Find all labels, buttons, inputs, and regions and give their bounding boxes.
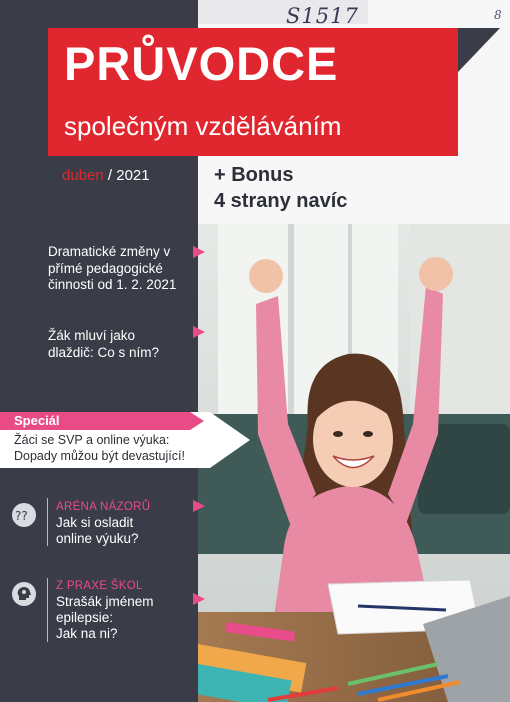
section-arena-line-1: Jak si osladit bbox=[56, 515, 134, 530]
pink-arrow-marker bbox=[193, 326, 205, 338]
magazine-subtitle: společným vzděláváním bbox=[64, 111, 342, 141]
special-banner-header-tip bbox=[190, 412, 204, 430]
special-text bbox=[14, 432, 214, 464]
issue-year: 2021 bbox=[116, 167, 150, 184]
article-teaser-1: Dramatické změny v přímé pedagogické činnosti od 1. 2. 2021 bbox=[48, 244, 177, 292]
special-line-2: Dopady můžou být devastující! bbox=[14, 449, 185, 463]
special-label: Speciál bbox=[14, 413, 60, 428]
special-banner-tip bbox=[210, 412, 250, 468]
article-teaser-2: Žák mluví jako dlaždič: Co s ním? bbox=[48, 328, 160, 360]
magazine-title: PRŮVODCE bbox=[64, 37, 339, 90]
bonus-line-2: 4 strany navíc bbox=[214, 190, 348, 212]
section-divider bbox=[47, 578, 48, 642]
section-teaser-arena bbox=[56, 515, 139, 547]
pink-arrow-marker bbox=[193, 500, 205, 512]
head-gear-icon bbox=[12, 582, 36, 606]
bonus-callout bbox=[214, 162, 347, 214]
section-tag-arena: ARÉNA NÁZORŮ bbox=[56, 501, 151, 513]
section-teaser-praxe bbox=[56, 594, 154, 642]
pink-arrow-marker bbox=[193, 246, 205, 258]
title-flag bbox=[458, 28, 500, 72]
issue-separator: / bbox=[107, 167, 113, 184]
pink-arrow-marker bbox=[193, 593, 205, 605]
special-line-1: Žáci se SVP a online výuka: bbox=[14, 433, 170, 447]
section-arena-line-2: online výuku? bbox=[56, 531, 139, 546]
section-praxe-line-2: epilepsie: bbox=[56, 610, 114, 625]
section-tag-praxe: Z PRAXE ŠKOL bbox=[56, 580, 143, 592]
issue-date bbox=[62, 168, 150, 183]
question-marks-icon bbox=[12, 503, 36, 527]
svg-text:??: ?? bbox=[15, 509, 28, 523]
bonus-line-1: + Bonus bbox=[214, 164, 294, 186]
handwritten-code: S1517 bbox=[286, 4, 359, 28]
section-praxe-line-1: Strašák jménem bbox=[56, 594, 154, 609]
corner-mark: 8 bbox=[494, 8, 502, 22]
section-divider bbox=[47, 498, 48, 546]
section-praxe-line-3: Jak na ni? bbox=[56, 626, 118, 641]
issue-month: duben bbox=[62, 167, 104, 184]
